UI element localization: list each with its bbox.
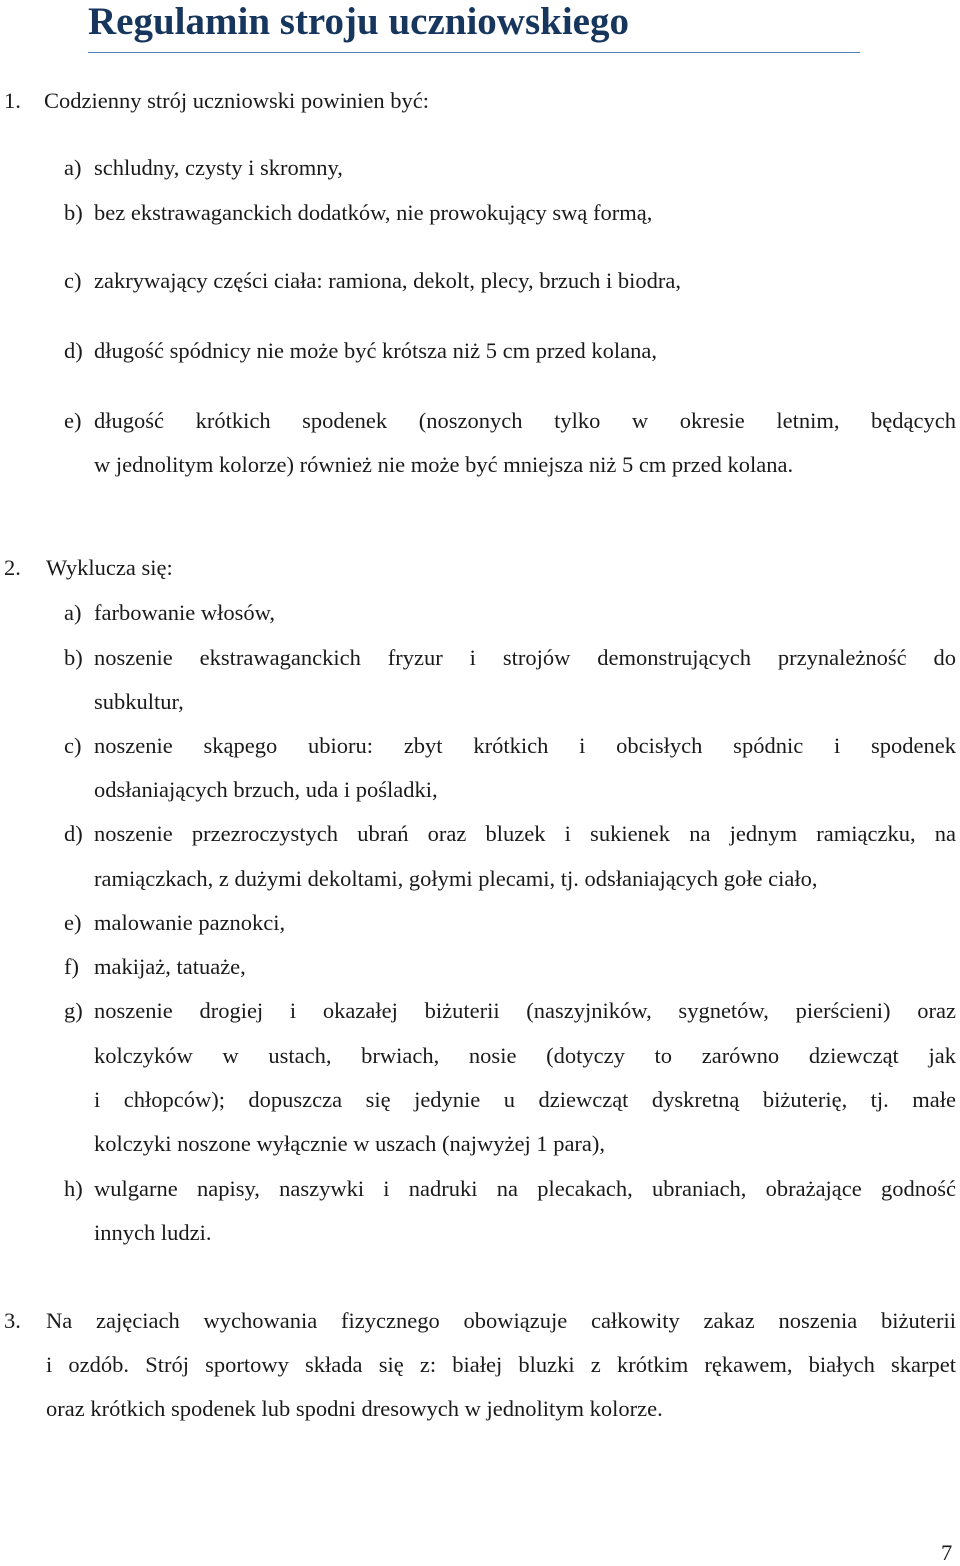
item-2g-line-4: kolczyki noszone wyłącznie w uszach (najwyżej 1 para), xyxy=(94,1131,606,1156)
document-title: Regulamin stroju uczniowskiego xyxy=(88,0,629,43)
item-2e-text: malowanie paznokci, xyxy=(94,910,286,935)
section-2-number: 2. xyxy=(4,555,21,580)
item-2e-label: e) xyxy=(64,910,82,935)
section-3-number: 3. xyxy=(4,1308,21,1333)
item-2b-line-1: noszenie ekstrawaganckich fryzur i strojów demonstrujących przynależność do xyxy=(94,645,956,670)
item-2h-line-1: wulgarne napisy, naszywki i nadruki na plecakach, ubraniach, obrażające godność xyxy=(94,1176,956,1201)
item-2f-text: makijaż, tatuaże, xyxy=(94,954,246,979)
section-3-line-3: oraz krótkich spodenek lub spodni dresowych w jednolitym kolorze. xyxy=(46,1396,663,1421)
item-1a-text: schludny, czysty i skromny, xyxy=(94,155,343,180)
item-2a-text: farbowanie włosów, xyxy=(94,600,275,625)
section-3-line-2: i ozdób. Strój sportowy składa się z: białej bluzki z krótkim rękawem, białych skarpet xyxy=(46,1352,956,1377)
item-1e-label: e) xyxy=(64,408,82,433)
item-2g-label: g) xyxy=(64,998,83,1023)
item-1a-label: a) xyxy=(64,155,82,180)
item-2c-line-2: odsłaniających brzuch, uda i pośladki, xyxy=(94,777,438,802)
item-2g-line-2: kolczyków w ustach, brwiach, nosie (dotyczy to zarówno dziewcząt jak xyxy=(94,1043,956,1068)
item-2a-label: a) xyxy=(64,600,82,625)
item-2f-label: f) xyxy=(64,954,79,979)
item-2h-label: h) xyxy=(64,1176,83,1201)
item-1b-label: b) xyxy=(64,200,83,225)
item-1d-text: długość spódnicy nie może być krótsza niż 5 cm przed kolana, xyxy=(94,338,657,363)
item-2d-line-2: ramiączkach, z dużymi dekoltami, gołymi plecami, tj. odsłaniających gołe ciało, xyxy=(94,866,818,891)
item-2c-label: c) xyxy=(64,733,82,758)
section-3-line-1: Na zajęciach wychowania fizycznego obowiązuje całkowity zakaz noszenia biżuterii xyxy=(46,1308,956,1333)
item-2g-line-1: noszenie drogiej i okazałej biżuterii (naszyjników, sygnetów, pierścieni) oraz xyxy=(94,998,956,1023)
item-2b-line-2: subkultur, xyxy=(94,689,184,714)
item-1e-line-1: długość krótkich spodenek (noszonych tylko w okresie letnim, będących xyxy=(94,408,956,433)
item-1c-label: c) xyxy=(64,268,82,293)
item-2b-label: b) xyxy=(64,645,83,670)
item-2g-line-3: i chłopców); dopuszcza się jedynie u dziewcząt dyskretną biżuterię, tj. małe xyxy=(94,1087,956,1112)
item-1d-label: d) xyxy=(64,338,83,363)
item-2d-line-1: noszenie przezroczystych ubrań oraz bluzek i sukienek na jednym ramiączku, na xyxy=(94,821,956,846)
item-1c-text: zakrywający części ciała: ramiona, dekolt, plecy, brzuch i biodra, xyxy=(94,268,682,293)
item-1e-line-2: w jednolitym kolorze) również nie może być mniejsza niż 5 cm przed kolana. xyxy=(94,452,794,477)
item-2c-line-1: noszenie skąpego ubioru: zbyt krótkich i obcisłych spódnic i spodenek xyxy=(94,733,956,758)
section-2-heading: Wyklucza się: xyxy=(46,555,173,580)
section-1-heading: Codzienny strój uczniowski powinien być: xyxy=(44,88,429,113)
item-2d-label: d) xyxy=(64,821,83,846)
section-1-number: 1. xyxy=(4,88,21,113)
item-1b-text: bez ekstrawaganckich dodatków, nie prowokujący swą formą, xyxy=(94,200,653,225)
item-2h-line-2: innych ludzi. xyxy=(94,1220,212,1245)
title-underline xyxy=(88,52,860,53)
page-number: 7 xyxy=(941,1540,953,1565)
